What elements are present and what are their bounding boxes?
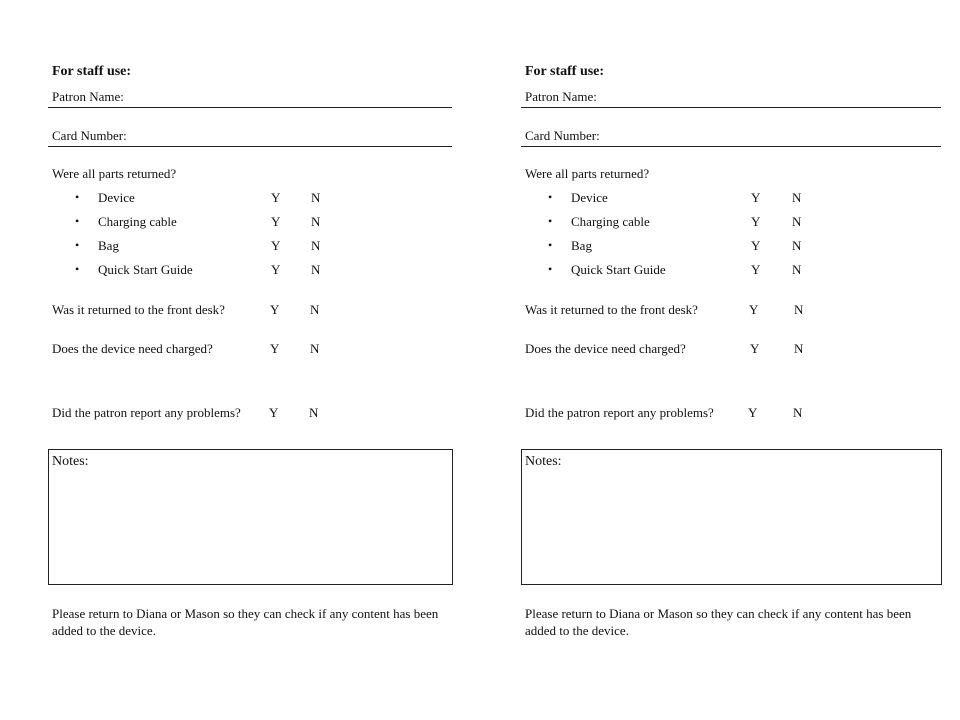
problems-no[interactable]: N	[309, 405, 319, 420]
problems-yes[interactable]: Y	[269, 405, 279, 420]
patron-name-label: Patron Name:	[525, 89, 597, 104]
list-bullet: •	[548, 214, 553, 228]
front-desk-yes[interactable]: Y	[749, 302, 759, 317]
footer-instructions: Please return to Diana or Mason so they can check if any content has been added to the device.	[52, 606, 439, 638]
list-bullet: •	[75, 190, 80, 204]
part-quick-start-guide-label: Quick Start Guide	[571, 262, 666, 277]
notes-label: Notes:	[52, 454, 89, 469]
part-quick-start-guide-yes[interactable]: Y	[751, 262, 761, 277]
problems-question: Did the patron report any problems?	[52, 405, 241, 420]
problems-question: Did the patron report any problems?	[525, 405, 714, 420]
list-bullet: •	[75, 238, 80, 252]
part-device-label: Device	[571, 190, 608, 205]
front-desk-yes[interactable]: Y	[270, 302, 280, 317]
part-charging-cable-label: Charging cable	[571, 214, 650, 229]
part-quick-start-guide-no[interactable]: N	[792, 262, 802, 277]
list-bullet: •	[548, 238, 553, 252]
charge-yes[interactable]: Y	[750, 341, 760, 356]
patron-name-line[interactable]	[48, 107, 452, 108]
problems-yes[interactable]: Y	[748, 405, 758, 420]
part-bag-no[interactable]: N	[792, 238, 802, 253]
patron-name-line[interactable]	[521, 107, 941, 108]
list-bullet: •	[75, 262, 80, 276]
card-number-label: Card Number:	[525, 128, 600, 143]
charge-question: Does the device need charged?	[525, 341, 686, 356]
part-bag-label: Bag	[98, 238, 119, 253]
part-device-yes[interactable]: Y	[271, 190, 281, 205]
part-charging-cable-no[interactable]: N	[311, 214, 321, 229]
part-charging-cable-yes[interactable]: Y	[271, 214, 281, 229]
card-number-label: Card Number:	[52, 128, 127, 143]
part-charging-cable-no[interactable]: N	[792, 214, 802, 229]
front-desk-no[interactable]: N	[310, 302, 320, 317]
charge-no[interactable]: N	[794, 341, 804, 356]
front-desk-question: Was it returned to the front desk?	[525, 302, 698, 317]
parts-question: Were all parts returned?	[52, 166, 177, 181]
front-desk-question: Was it returned to the front desk?	[52, 302, 225, 317]
card-number-line[interactable]	[48, 146, 452, 147]
parts-question: Were all parts returned?	[525, 166, 650, 181]
charge-yes[interactable]: Y	[270, 341, 280, 356]
form-heading: For staff use:	[52, 64, 132, 79]
staff-form-right	[473, 0, 960, 720]
part-device-yes[interactable]: Y	[751, 190, 761, 205]
part-bag-label: Bag	[571, 238, 592, 253]
notes-box[interactable]	[521, 449, 942, 585]
part-quick-start-guide-yes[interactable]: Y	[271, 262, 281, 277]
part-quick-start-guide-label: Quick Start Guide	[98, 262, 193, 277]
card-number-line[interactable]	[521, 146, 941, 147]
list-bullet: •	[548, 190, 553, 204]
part-charging-cable-yes[interactable]: Y	[751, 214, 761, 229]
list-bullet: •	[75, 214, 80, 228]
part-charging-cable-label: Charging cable	[98, 214, 177, 229]
notes-label: Notes:	[525, 454, 562, 469]
charge-question: Does the device need charged?	[52, 341, 213, 356]
part-quick-start-guide-no[interactable]: N	[311, 262, 321, 277]
form-heading: For staff use:	[525, 64, 605, 79]
charge-no[interactable]: N	[310, 341, 320, 356]
part-bag-yes[interactable]: Y	[271, 238, 281, 253]
notes-box[interactable]	[48, 449, 453, 585]
part-device-no[interactable]: N	[792, 190, 802, 205]
part-device-label: Device	[98, 190, 135, 205]
patron-name-label: Patron Name:	[52, 89, 124, 104]
part-bag-yes[interactable]: Y	[751, 238, 761, 253]
front-desk-no[interactable]: N	[794, 302, 804, 317]
part-bag-no[interactable]: N	[311, 238, 321, 253]
problems-no[interactable]: N	[793, 405, 803, 420]
list-bullet: •	[548, 262, 553, 276]
footer-instructions: Please return to Diana or Mason so they can check if any content has been added to the device.	[525, 606, 912, 638]
part-device-no[interactable]: N	[311, 190, 321, 205]
